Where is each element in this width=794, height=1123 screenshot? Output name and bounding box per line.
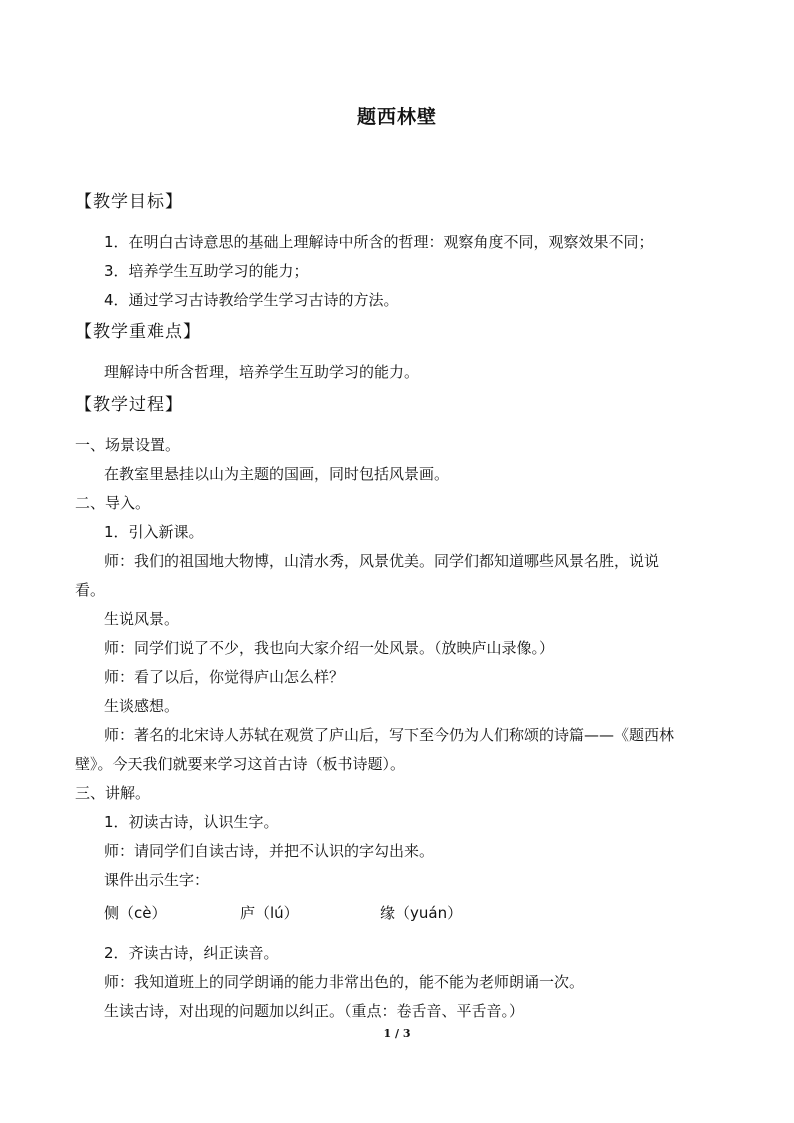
process-step-heading: 三、讲解。 xyxy=(75,784,151,802)
paragraph: 生说风景。 xyxy=(104,610,180,628)
paragraph: 在教室里悬挂以山为主题的国画，同时包括风景画。 xyxy=(104,465,450,483)
heading-process: 【教学过程】 xyxy=(75,395,183,415)
paragraph-continuation: 看。 xyxy=(75,581,106,599)
paragraph: 2．齐读古诗，纠正读音。 xyxy=(104,944,279,962)
process-step-heading: 二、导入。 xyxy=(75,494,151,512)
new-character: 庐（lú） xyxy=(240,904,299,922)
new-character: 缘（yuán） xyxy=(380,904,463,922)
objective-item: 4．通过学习古诗教给学生学习古诗的方法。 xyxy=(104,291,399,309)
paragraph: 课件出示生字： xyxy=(104,871,210,889)
document-title: 题西林壁 xyxy=(356,106,437,128)
paragraph: 生谈感想。 xyxy=(104,697,180,715)
paragraph: 师：请同学们自读古诗，并把不认识的字勾出来。 xyxy=(104,842,435,860)
keypoints-text: 理解诗中所含哲理，培养学生互助学习的能力。 xyxy=(104,363,420,381)
page-number: 1 / 3 xyxy=(383,1027,411,1040)
new-character: 侧（cè） xyxy=(104,904,167,922)
paragraph: 师：著名的北宋诗人苏轼在观赏了庐山后，写下至今仍为人们称颂的诗篇——《题西林 xyxy=(104,726,675,744)
paragraph: 师：同学们说了不少，我也向大家介绍一处风景。（放映庐山录像。） xyxy=(104,639,555,657)
paragraph: 师：我们的祖国地大物博，山清水秀，风景优美。同学们都知道哪些风景名胜，说说 xyxy=(104,552,660,570)
process-step-heading: 一、场景设置。 xyxy=(75,436,181,454)
heading-objectives: 【教学目标】 xyxy=(75,192,183,212)
heading-keypoints: 【教学重难点】 xyxy=(75,322,201,342)
objective-item: 1．在明白古诗意思的基础上理解诗中所含的哲理：观察角度不同，观察效果不同； xyxy=(104,233,654,251)
paragraph: 师：我知道班上的同学朗诵的能力非常出色的，能不能为老师朗诵一次。 xyxy=(104,973,585,991)
paragraph: 师：看了以后，你觉得庐山怎么样？ xyxy=(104,668,345,686)
objective-item: 3．培养学生互助学习的能力； xyxy=(104,262,309,280)
paragraph: 生读古诗，对出现的问题加以纠正。（重点：卷舌音、平舌音。） xyxy=(104,1002,525,1020)
paragraph-continuation: 壁》。今天我们就要来学习这首古诗（板书诗题）。 xyxy=(75,755,406,773)
paragraph: 1．初读古诗，认识生字。 xyxy=(104,813,279,831)
paragraph: 1．引入新课。 xyxy=(104,523,204,541)
